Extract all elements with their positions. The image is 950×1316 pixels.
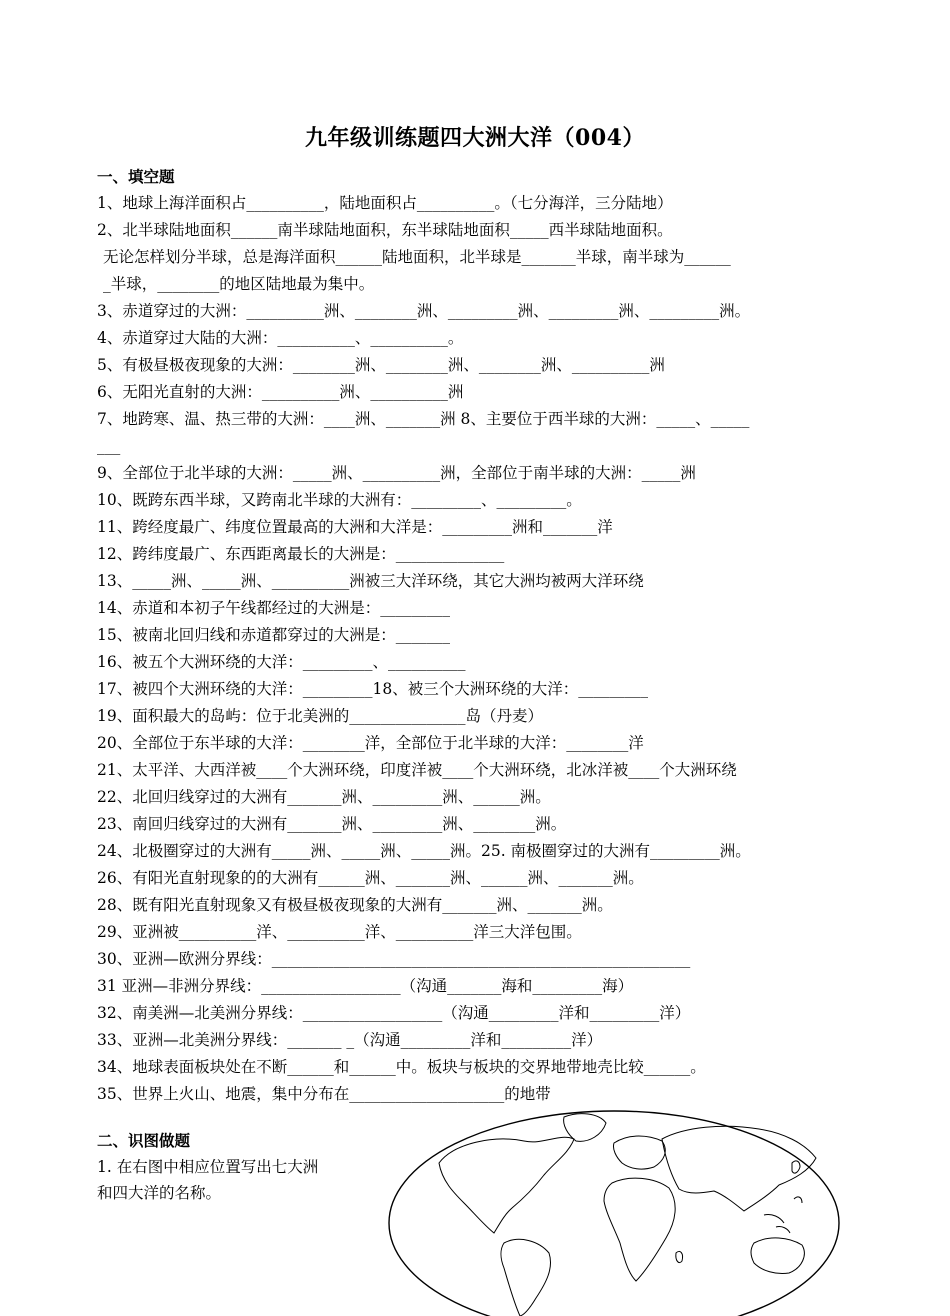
map-outline-ellipse bbox=[389, 1111, 839, 1316]
continent-south-america bbox=[501, 1239, 551, 1316]
question-line: _半球，________的地区陆地最为集中。 bbox=[103, 275, 375, 293]
question-line: ___ bbox=[97, 437, 121, 455]
question-line: 11、跨经度最广、纬度位置最高的大洲和大洋是：_________洲和_______洋 bbox=[97, 518, 613, 536]
question-line: 无论怎样划分半球，总是海洋面积______陆地面积，北半球是_______半球，南半球为______ bbox=[103, 248, 731, 266]
question-line: 21、太平洋、大西洋被____个大洲环绕，印度洋被____个大洲环绕，北冰洋被____个大洲环绕 bbox=[97, 761, 737, 779]
island-japan bbox=[792, 1161, 800, 1173]
map-question-line-1: 1. 在右图中相应位置写出七大洲 bbox=[97, 1158, 319, 1176]
question-line: 15、被南北回归线和赤道都穿过的大洲是：_______ bbox=[97, 626, 450, 644]
continent-africa bbox=[604, 1178, 675, 1281]
question-line: 29、亚洲被__________洋、__________洋、__________洋三大洋包围。 bbox=[97, 923, 582, 941]
question-line: 2、北半球陆地面积______南半球陆地面积，东半球陆地面积_____西半球陆地面积。 bbox=[97, 221, 673, 239]
question-line: 31 亚洲—非洲分界线：__________________（沟通_______海和_________海） bbox=[97, 977, 634, 995]
question-line: 3、赤道穿过的大洲：__________洲、________洲、_________洲、_________洲、_________洲。 bbox=[97, 302, 751, 320]
question-line: 17、被四个大洲环绕的大洋：_________18、被三个大洲环绕的大洋：_________ bbox=[97, 680, 648, 698]
question-line: 16、被五个大洲环绕的大洋：_________、__________ bbox=[97, 653, 466, 671]
section-heading-fill-blank: 一、填空题 bbox=[97, 167, 175, 186]
question-line: 30、亚洲—欧洲分界线：______________________________________________________ bbox=[97, 950, 691, 968]
question-line: 34、地球表面板块处在不断______和______中。板块与板块的交界地带地壳比较______。 bbox=[97, 1058, 706, 1076]
island-madagascar bbox=[676, 1251, 683, 1262]
question-line: 9、全部位于北半球的大洲：_____洲、__________洲，全部位于南半球的大洲：_____洲 bbox=[97, 464, 696, 482]
question-line: 4、赤道穿过大陆的大洲：__________、__________。 bbox=[97, 329, 464, 347]
question-line: 14、赤道和本初子午线都经过的大洲是：_________ bbox=[97, 599, 450, 617]
map-question-line-2: 和四大洋的名称。 bbox=[97, 1184, 222, 1202]
question-line: 20、全部位于东半球的大洋：________洋，全部位于北半球的大洋：________洋 bbox=[97, 734, 644, 752]
question-line: 24、北极圈穿过的大洲有_____洲、_____洲、_____洲。25. 南极圈穿过的大洲有_________洲。 bbox=[97, 842, 751, 860]
question-line: 23、南回归线穿过的大洲有_______洲、_________洲、________洲。 bbox=[97, 815, 567, 833]
islands-southeast-asia bbox=[764, 1197, 802, 1233]
question-line: 10、既跨东西半球，又跨南北半球的大洲有：_________、_________。 bbox=[97, 491, 582, 509]
continent-asia bbox=[662, 1126, 816, 1211]
question-line: 35、世界上火山、地震，集中分布在____________________的地带 bbox=[97, 1085, 551, 1103]
question-line: 26、有阳光直射现象的的大洲有______洲、_______洲、______洲、_______洲。 bbox=[97, 869, 644, 887]
island-greenland bbox=[564, 1114, 606, 1142]
continent-europe bbox=[613, 1136, 665, 1169]
question-line: 32、南美洲—北美洲分界线：__________________（沟通_________洋和_________洋） bbox=[97, 1004, 691, 1022]
world-map-figure bbox=[384, 1103, 844, 1316]
continent-north-america bbox=[439, 1137, 574, 1233]
continent-australia bbox=[751, 1238, 804, 1274]
question-line: 33、亚洲—北美洲分界线：_______ _（沟通_________洋和_________洋） bbox=[97, 1031, 603, 1049]
question-line: 13、_____洲、_____洲、__________洲被三大洋环绕，其它大洲均被两大洋环绕 bbox=[97, 572, 644, 590]
question-line: 1、地球上海洋面积占__________，陆地面积占__________。（七分海洋，三分陆地） bbox=[97, 194, 673, 212]
page-title: 九年级训练题四大洲大洋（004） bbox=[305, 125, 645, 151]
question-line: 6、无阳光直射的大洲：__________洲、__________洲 bbox=[97, 383, 464, 401]
question-line: 7、地跨寒、温、热三带的大洲：____洲、_______洲 8、主要位于西半球的大洲：_____、_____ bbox=[97, 410, 750, 428]
question-line: 19、面积最大的岛屿：位于北美洲的_______________岛（丹麦） bbox=[97, 707, 543, 725]
question-line: 22、北回归线穿过的大洲有_______洲、_________洲、______洲。 bbox=[97, 788, 551, 806]
question-line: 12、跨纬度最广、东西距离最长的大洲是：______________ bbox=[97, 545, 505, 563]
question-line: 5、有极昼极夜现象的大洲：________洲、________洲、________洲、__________洲 bbox=[97, 356, 665, 374]
section-heading-map: 二、识图做题 bbox=[97, 1131, 191, 1150]
question-line: 28、既有阳光直射现象又有极昼极夜现象的大洲有_______洲、_______洲。 bbox=[97, 896, 613, 914]
